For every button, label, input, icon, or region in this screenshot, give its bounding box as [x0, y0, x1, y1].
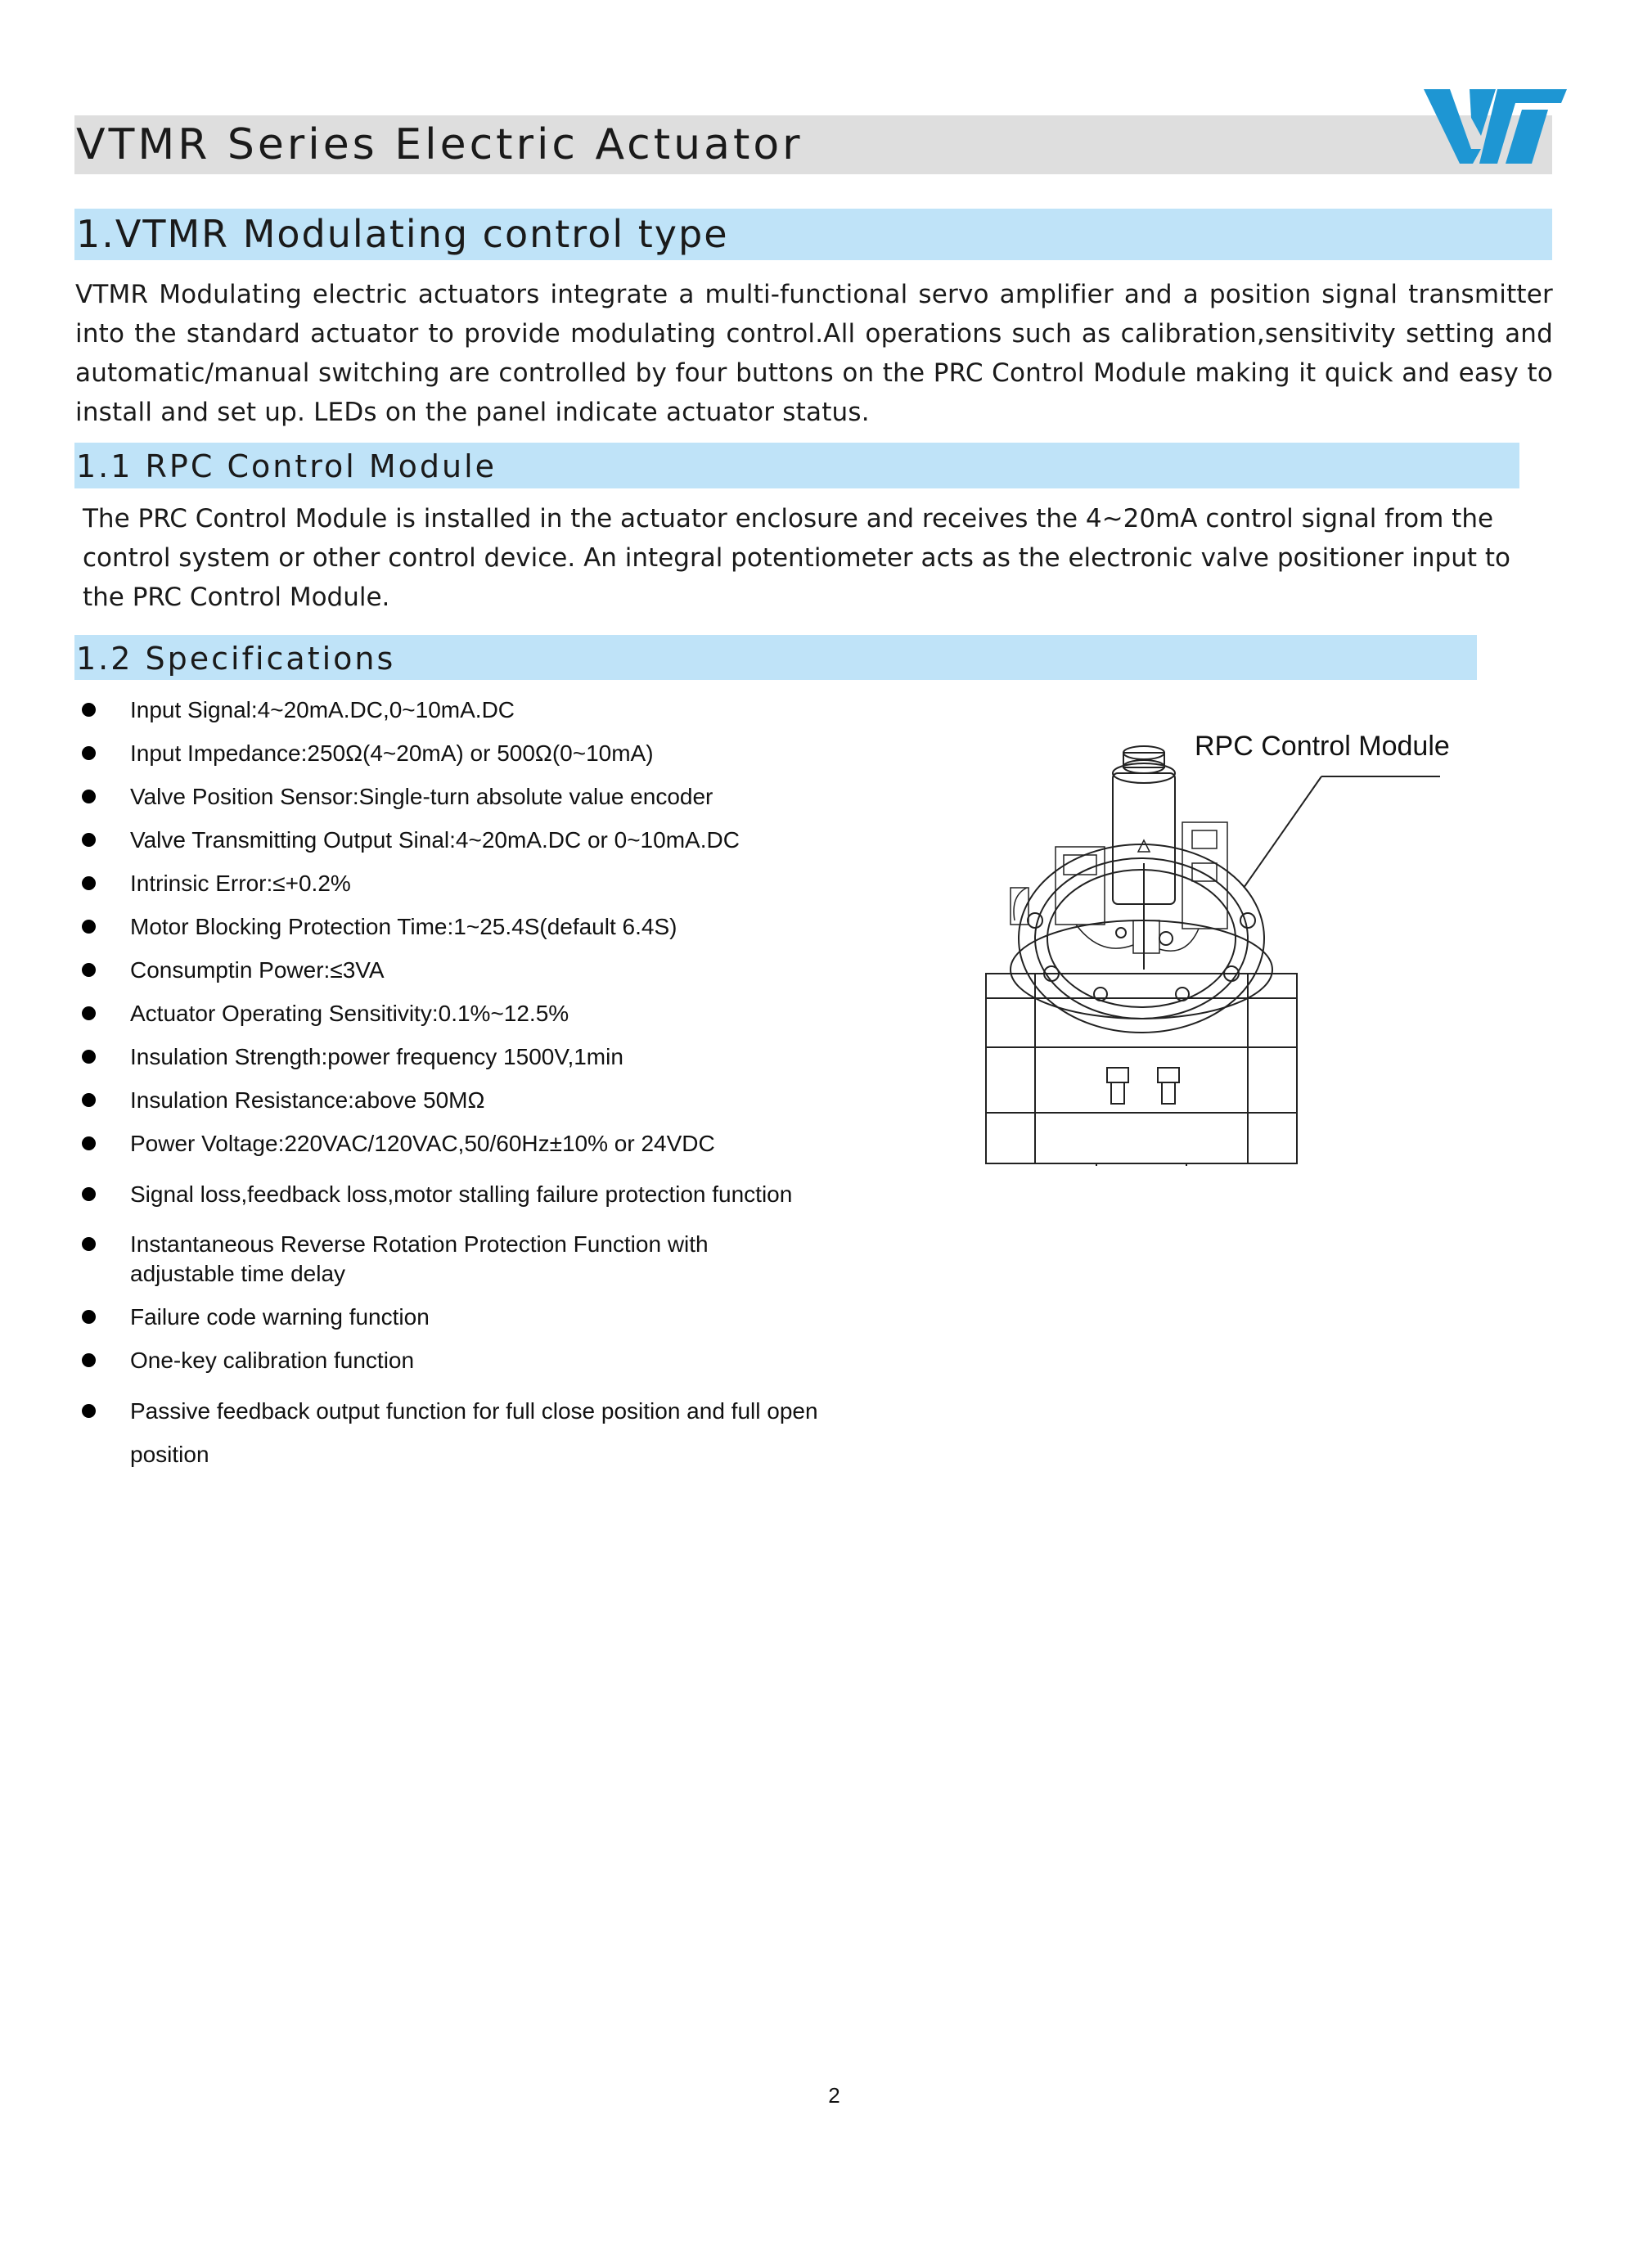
list-item: Passive feedback output function for full close position and full open position — [82, 1389, 834, 1476]
bullet-icon — [82, 1310, 96, 1324]
list-item: Valve Transmitting Output Sinal:4~20mA.DC or 0~10mA.DC — [82, 826, 818, 855]
list-item: Input Signal:4~20mA.DC,0~10mA.DC — [82, 695, 818, 725]
bullet-icon — [82, 876, 96, 890]
list-item: Intrinsic Error:≤+0.2% — [82, 869, 818, 898]
list-item: Consumptin Power:≤3VA — [82, 956, 818, 985]
list-item: Instantaneous Reverse Rotation Protection Function with adjustable time delay — [82, 1230, 817, 1289]
list-item: Signal loss,feedback loss,motor stalling failure protection function — [82, 1172, 817, 1216]
bullet-icon — [82, 1237, 96, 1251]
actuator-drawing-icon — [978, 724, 1485, 1166]
bullet-icon — [82, 1050, 96, 1064]
list-item: Actuator Operating Sensitivity:0.1%~12.5% — [82, 999, 818, 1028]
subsection-heading: 1.2 Specifications — [76, 641, 396, 677]
list-item: Valve Position Sensor:Single-turn absolute value encoder — [82, 782, 818, 812]
bullet-icon — [82, 833, 96, 847]
section-body: VTMR Modulating electric actuators integrate a multi-functional servo amplifier and a position signal transmitter into the standard actuator to provide modulating control.All operations such as calibration,sensitivity setting and automatic/manual switching are controlled by four buttons on the PRC Control Module making it quick and easy to install and set up. LEDs on the panel indicate actuator status. — [75, 280, 1553, 427]
bullet-icon — [82, 1404, 96, 1418]
bullet-icon — [82, 703, 96, 717]
vt-logo-icon — [1424, 85, 1567, 167]
bullet-icon — [82, 920, 96, 934]
list-item: Insulation Resistance:above 50MΩ — [82, 1086, 818, 1115]
figure-label: RPC Control Module — [1195, 731, 1450, 762]
list-item: Insulation Strength:power frequency 1500V,1min — [82, 1042, 818, 1072]
bullet-icon — [82, 1353, 96, 1367]
subsection-heading-bar — [74, 443, 1519, 488]
section-heading-bar — [74, 209, 1552, 260]
section-heading: 1.VTMR Modulating control type — [76, 212, 729, 256]
document-title: VTMR Series Electric Actuator — [76, 120, 803, 169]
bullet-icon — [82, 1093, 96, 1107]
subsection-heading-bar — [74, 635, 1477, 680]
list-item: Power Voltage:220VAC/120VAC,50/60Hz±10% or 24VDC — [82, 1129, 818, 1159]
subsection-body: The PRC Control Module is installed in the actuator enclosure and receives the 4~20mA control signal from the control system or other control device. An integral potentiometer acts as the electronic valve positioner input to the PRC Control Module. — [83, 504, 1510, 612]
page-number: 2 — [828, 2083, 840, 2108]
bullet-icon — [82, 1136, 96, 1150]
title-bar — [74, 115, 1552, 174]
subsection-heading: 1.1 RPC Control Module — [76, 448, 497, 484]
list-item: Failure code warning function — [82, 1303, 818, 1332]
list-item: Motor Blocking Protection Time:1~25.4S(default 6.4S) — [82, 912, 818, 942]
list-item: One-key calibration function — [82, 1346, 818, 1375]
list-item: Input Impedance:250Ω(4~20mA) or 500Ω(0~10mA) — [82, 739, 818, 768]
bullet-icon — [82, 1187, 96, 1201]
bullet-icon — [82, 790, 96, 803]
spec-list — [82, 695, 818, 1476]
bullet-icon — [82, 1006, 96, 1020]
bullet-icon — [82, 963, 96, 977]
bullet-icon — [82, 746, 96, 760]
